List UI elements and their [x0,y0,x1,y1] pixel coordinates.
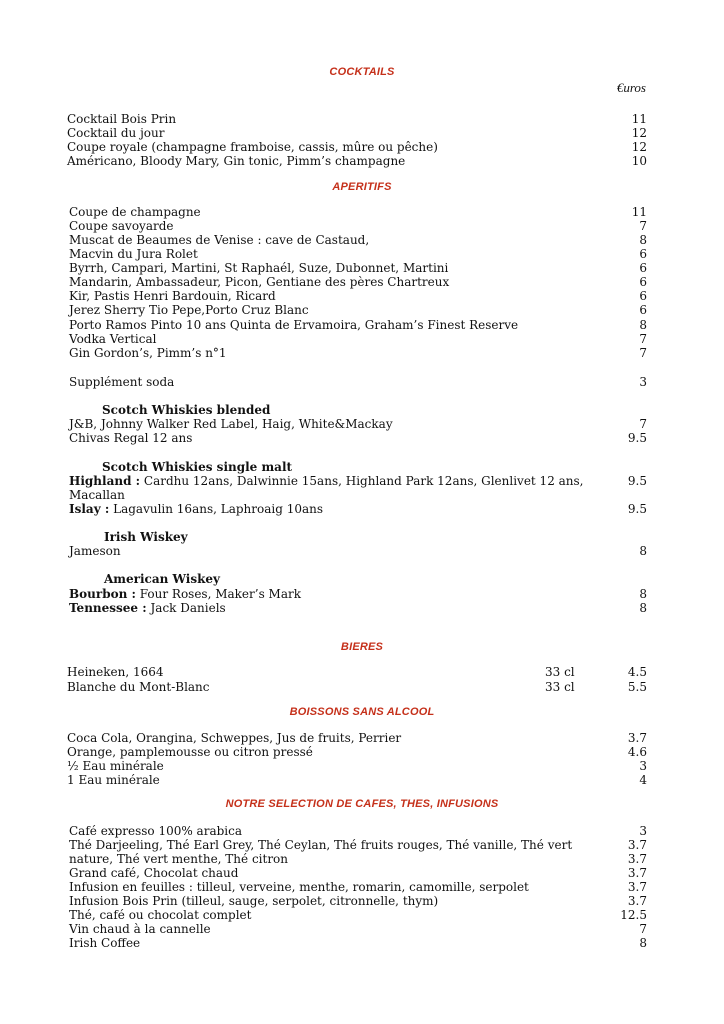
item-volume: 33 cl [545,665,575,679]
item-volume: 33 cl [545,680,575,694]
section-title-cocktails: COCKTAILS [329,66,395,78]
item-price: 12 [631,140,647,154]
menu-item [69,502,647,516]
item-name: Américano, Bloody Mary, Gin tonic, Pimm’s champagne [67,154,406,168]
subsection-title-scotch-malt: Scotch Whiskies single malt [102,460,293,474]
item-name: Coupe de champagne [69,205,201,219]
region-label: Highland : [69,474,141,488]
item-price: 7 [639,332,647,346]
item-price: 8 [639,587,647,601]
menu-item [69,233,647,247]
item-continuation: Macallan [69,488,125,502]
item-price: 8 [639,936,647,950]
item-price: 3 [639,759,647,773]
supplement-row [69,375,647,389]
item-price: 8 [639,544,647,558]
item-name: ½ Eau minérale [67,759,164,773]
menu-item [69,332,647,346]
item-price: 6 [639,247,647,261]
item-name: J&B, Johnny Walker Red Label, Haig, White&Mackay [69,417,393,431]
item-name: Vodka Vertical [69,332,157,346]
menu-item [67,140,647,154]
item-price: 5.5 [627,680,647,694]
subsection-title-american: American Wiskey [104,572,221,586]
item-name: Chivas Regal 12 ans [69,431,193,445]
item-name: Coupe royale (champagne framboise, cassis, mûre ou pêche) [67,140,438,154]
item-name [69,587,301,601]
item-name: Gin Gordon’s, Pimm’s n°1 [69,346,227,360]
item-price: 8 [639,601,647,615]
menu-item [69,275,647,289]
currency-label: €uros [616,80,646,95]
menu-item [69,544,647,558]
subsection-title-scotch-blended: Scotch Whiskies blended [102,403,271,417]
item-price: 3.7 [627,731,647,745]
item-name: Thé, café ou chocolat complet [69,908,252,922]
section-title-cafes: NOTRE SELECTION DE CAFES, THES, INFUSIONS [225,798,499,810]
item-price: 6 [639,289,647,303]
item-name: Coca Cola, Orangina, Schweppes, Jus de fruits, Perrier [67,731,402,745]
item-name: Café expresso 100% arabica [69,824,242,838]
item-price: 3.7 [627,894,647,908]
item-name: Infusion Bois Prin (tilleul, sauge, serpolet, citronnelle, thym) [69,894,439,908]
item-price: 6 [639,261,647,275]
menu-item [67,680,647,694]
menu-item [69,838,647,852]
menu-item [67,745,647,759]
item-price: 8 [639,233,647,247]
menu-item [69,894,647,908]
item-name: Muscat de Beaumes de Venise : cave de Castaud, [69,233,370,247]
item-name: Porto Ramos Pinto 10 ans Quinta de Ervamoira, Graham’s Finest Reserve [69,318,519,332]
item-price: 3.7 [627,838,647,852]
item-name: Byrrh, Campari, Martini, St Raphaél, Suze, Dubonnet, Martini [69,261,449,275]
item-name: Grand café, Chocolat chaud [69,866,239,880]
item-price: 9.5 [627,474,647,488]
item-name: Jerez Sherry Tio Pepe,Porto Cruz Blanc [69,303,309,317]
menu-item [67,759,647,773]
item-name: Thé Darjeeling, Thé Earl Grey, Thé Ceylan, Thé fruits rouges, Thé vanille, Thé vert [69,838,573,852]
menu-item [69,922,647,936]
menu-item [69,303,647,317]
item-name: Macvin du Jura Rolet [69,247,198,261]
item-price: 3.7 [627,866,647,880]
item-name [69,474,584,488]
menu-item [69,417,647,431]
item-price: 12.5 [620,908,647,922]
subsection-title-irish: Irish Wiskey [104,530,188,544]
menu-item [69,474,647,488]
item-price: 7 [639,219,647,233]
menu-item [69,824,647,838]
item-name: Blanche du Mont-Blanc [67,680,210,694]
menu-item [69,587,647,601]
item-price: 9.5 [627,502,647,516]
item-price: 3.7 [627,852,647,866]
menu-item [69,289,647,303]
item-price: 7 [639,922,647,936]
section-title-aperitifs: APERITIFS [332,181,392,193]
item-price: 9.5 [627,431,647,445]
item-name [69,601,226,615]
item-name: Heineken, 1664 [67,665,164,679]
menu-item [69,601,647,615]
menu-item [67,731,647,745]
item-price: 11 [631,205,647,219]
menu-item [69,880,647,894]
menu-item [67,665,647,679]
item-price: 10 [631,154,647,168]
region-label: Islay : [69,502,110,516]
item-name: Jameson [69,544,121,558]
item-price: 4 [639,773,647,787]
menu-item [67,112,647,126]
item-price: 4.5 [627,665,647,679]
item-name: Coupe savoyarde [69,219,174,233]
item-price: 3.7 [627,880,647,894]
item-price: 7 [639,417,647,431]
item-text: Four Roses, Maker’s Mark [135,587,302,601]
item-price: 3 [639,375,647,389]
item-name: Cocktail Bois Prin [67,112,177,126]
type-label: Tennessee : [69,601,147,615]
section-title-sans-alcool: BOISSONS SANS ALCOOL [289,706,435,718]
menu-item [69,219,647,233]
item-price: 8 [639,318,647,332]
item-price: 3 [639,824,647,838]
menu-item [69,318,647,332]
menu-item [69,852,647,866]
menu-item [69,936,647,950]
menu-item [69,346,647,360]
menu-item [69,866,647,880]
item-name: 1 Eau minérale [67,773,160,787]
menu-item [69,247,647,261]
item-price: 12 [631,126,647,140]
item-name: Irish Coffee [69,936,141,950]
item-name: Vin chaud à la cannelle [69,922,211,936]
item-text: Lagavulin 16ans, Laphroaig 10ans [109,502,324,516]
item-name: Supplément soda [69,375,175,389]
item-price: 6 [639,303,647,317]
menu-item [69,261,647,275]
menu-item [69,908,647,922]
item-price: 11 [631,112,647,126]
item-name: Mandarin, Ambassadeur, Picon, Gentiane des pères Chartreux [69,275,450,289]
item-price: 7 [639,346,647,360]
item-name [69,502,323,516]
type-label: Bourbon : [69,587,136,601]
item-text: Cardhu 12ans, Dalwinnie 15ans, Highland Park 12ans, Glenlivet 12 ans, [140,474,584,488]
item-name: nature, Thé vert menthe, Thé citron [69,852,289,866]
menu-item [67,773,647,787]
item-name: Cocktail du jour [67,126,165,140]
section-title-bieres: BIERES [340,641,384,653]
item-text: Jack Daniels [146,601,226,615]
menu-item [67,126,647,140]
menu-item [67,154,647,168]
item-price: 6 [639,275,647,289]
item-name: Infusion en feuilles : tilleul, verveine, menthe, romarin, camomille, serpolet [69,880,529,894]
menu-item [69,205,647,219]
item-price: 4.6 [627,745,647,759]
item-name: Kir, Pastis Henri Bardouin, Ricard [69,289,276,303]
item-name: Orange, pamplemousse ou citron pressé [67,745,313,759]
menu-item [69,431,647,445]
